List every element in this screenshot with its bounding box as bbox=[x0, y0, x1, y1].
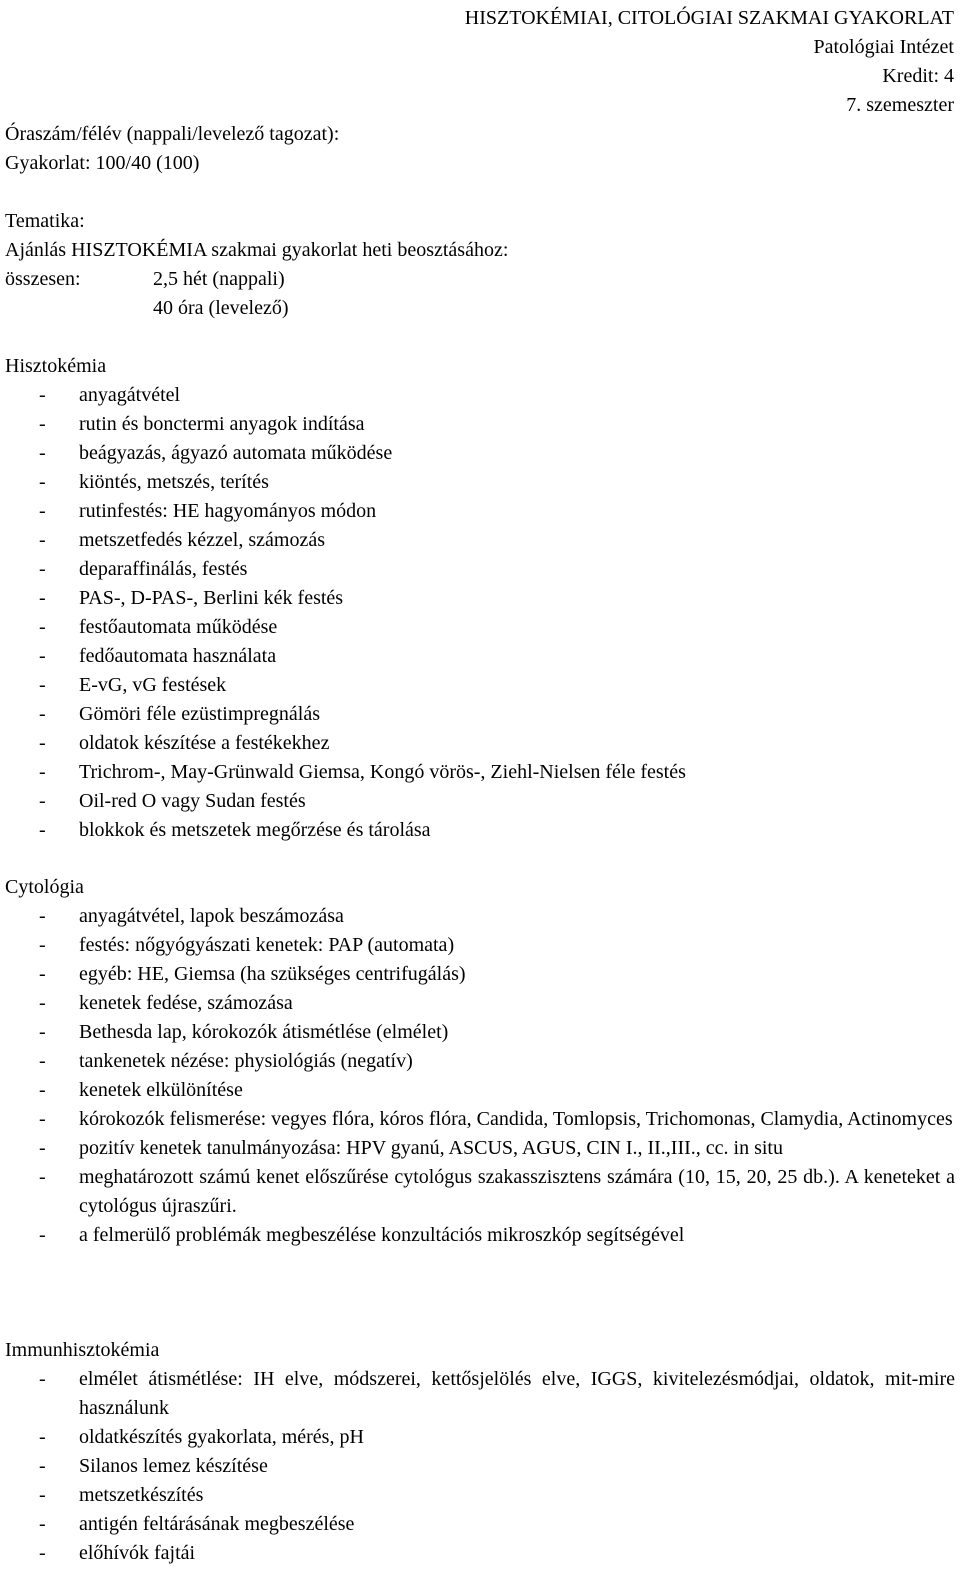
bullet-dash: - bbox=[39, 1079, 46, 1101]
total-corr: 40 óra (levelező) bbox=[153, 297, 289, 319]
list-item bbox=[5, 410, 955, 439]
document-header bbox=[465, 4, 954, 120]
list-item bbox=[5, 931, 955, 960]
credits: Kredit: 4 bbox=[882, 65, 954, 87]
list-item bbox=[5, 526, 955, 555]
bullet-dash: - bbox=[39, 905, 46, 927]
section-histochemistry bbox=[5, 352, 955, 845]
total-row-corr bbox=[5, 294, 955, 323]
list-item bbox=[5, 642, 955, 671]
bullet-dash: - bbox=[39, 1513, 46, 1535]
bullet-dash: - bbox=[39, 1108, 46, 1130]
bullet-dash: - bbox=[39, 732, 46, 754]
list-item bbox=[5, 816, 955, 845]
list-item-text: kenetek elkülönítése bbox=[79, 1079, 243, 1101]
list-item bbox=[5, 1452, 955, 1481]
list-item-text: antigén feltárásának megbeszélése bbox=[79, 1513, 355, 1535]
total-day: 2,5 hét (nappali) bbox=[153, 268, 285, 290]
section-immunohistochemistry bbox=[5, 1336, 955, 1568]
list-item bbox=[5, 1481, 955, 1510]
list-item bbox=[5, 758, 955, 787]
bullet-dash: - bbox=[39, 529, 46, 551]
total-row bbox=[5, 265, 955, 294]
bullet-dash: - bbox=[39, 1368, 46, 1390]
bullet-dash: - bbox=[39, 1137, 46, 1159]
list-item-text: rutin és bonctermi anyagok indítása bbox=[79, 413, 365, 435]
section-title: Immunhisztokémia bbox=[5, 1339, 160, 1361]
bullet-dash: - bbox=[39, 1484, 46, 1506]
list-item bbox=[5, 960, 955, 989]
list-item-text: elmélet átismétlése: IH elve, módszerei, kettősjelölés elve, IGGS, kivitelezésmódjai, oldatok, mit-mire használunk bbox=[79, 1368, 955, 1419]
list-item-text: festés: nőgyógyászati kenetek: PAP (automata) bbox=[79, 934, 455, 956]
bullet-dash: - bbox=[39, 963, 46, 985]
hours-label: Óraszám/félév (nappali/levelező tagozat): bbox=[5, 123, 340, 145]
list-item bbox=[5, 1105, 955, 1134]
recommendation-text: Ajánlás HISZTOKÉMIA szakmai gyakorlat heti beosztásához: bbox=[5, 239, 509, 261]
list-item-text: Gömöri féle ezüstimpregnálás bbox=[79, 703, 321, 725]
list-item bbox=[5, 671, 955, 700]
institute-name: Patológiai Intézet bbox=[813, 36, 954, 58]
list-item-text: blokkok és metszetek megőrzése és tárolása bbox=[79, 819, 431, 841]
semester: 7. szemeszter bbox=[846, 94, 954, 116]
list-item-text: Silanos lemez készítése bbox=[79, 1455, 268, 1477]
list-item bbox=[5, 584, 955, 613]
practice-hours: Gyakorlat: 100/40 (100) bbox=[5, 152, 200, 174]
bullet-dash: - bbox=[39, 1426, 46, 1448]
list-item bbox=[5, 555, 955, 584]
list-item-text: metszetkészítés bbox=[79, 1484, 204, 1506]
item-list bbox=[5, 902, 955, 1250]
bullet-dash: - bbox=[39, 934, 46, 956]
bullet-dash: - bbox=[39, 761, 46, 783]
topics-label: Tematika: bbox=[5, 210, 85, 232]
list-item-text: festőautomata működése bbox=[79, 616, 278, 638]
hours-block bbox=[5, 120, 955, 178]
list-item-text: egyéb: HE, Giemsa (ha szükséges centrifugálás) bbox=[79, 963, 466, 985]
list-item bbox=[5, 1076, 955, 1105]
section-cytology bbox=[5, 873, 955, 1250]
list-item bbox=[5, 1423, 955, 1452]
bullet-dash: - bbox=[39, 500, 46, 522]
list-item-text: Trichrom-, May-Grünwald Giemsa, Kongó vörös-, Ziehl-Nielsen féle festés bbox=[79, 761, 686, 783]
list-item-text: kiöntés, metszés, terítés bbox=[79, 471, 269, 493]
list-item-text: Oil-red O vagy Sudan festés bbox=[79, 790, 306, 812]
list-item bbox=[5, 1018, 955, 1047]
list-item-text: kórokozók felismerése: vegyes flóra, kóros flóra, Candida, Tomlopsis, Trichomonas, Clamydia, Actinomyces bbox=[79, 1108, 953, 1130]
bullet-dash: - bbox=[39, 1050, 46, 1072]
list-item bbox=[5, 1365, 955, 1423]
list-item bbox=[5, 1047, 955, 1076]
list-item-text: tankenetek nézése: physiológiás (negatív) bbox=[79, 1050, 413, 1072]
list-item bbox=[5, 1539, 955, 1568]
bullet-dash: - bbox=[39, 1166, 46, 1188]
bullet-dash: - bbox=[39, 558, 46, 580]
bullet-dash: - bbox=[39, 471, 46, 493]
list-item bbox=[5, 729, 955, 758]
list-item-text: metszetfedés kézzel, számozás bbox=[79, 529, 325, 551]
list-item bbox=[5, 613, 955, 642]
list-item-text: Bethesda lap, kórokozók átismétlése (elmélet) bbox=[79, 1021, 449, 1043]
list-item-text: anyagátvétel bbox=[79, 384, 181, 406]
item-list bbox=[5, 381, 955, 845]
section-title: Hisztokémia bbox=[5, 355, 107, 377]
list-item-text: meghatározott számú kenet előszűrése cytológus szakasszisztens számára (10, 15, 20, 25 db.). A keneteket a cytológus újraszűri. bbox=[79, 1166, 955, 1217]
bullet-dash: - bbox=[39, 616, 46, 638]
bullet-dash: - bbox=[39, 587, 46, 609]
bullet-dash: - bbox=[39, 645, 46, 667]
list-item-text: fedőautomata használata bbox=[79, 645, 277, 667]
list-item-text: beágyazás, ágyazó automata működése bbox=[79, 442, 393, 464]
list-item-text: rutinfestés: HE hagyományos módon bbox=[79, 500, 377, 522]
list-item-text: E-vG, vG festések bbox=[79, 674, 227, 696]
list-item bbox=[5, 700, 955, 729]
section-title: Cytológia bbox=[5, 876, 84, 898]
list-item bbox=[5, 902, 955, 931]
list-item bbox=[5, 468, 955, 497]
list-item-text: pozitív kenetek tanulmányozása: HPV gyanú, ASCUS, AGUS, CIN I., II.,III., cc. in situ bbox=[79, 1137, 783, 1159]
list-item bbox=[5, 1221, 955, 1250]
list-item bbox=[5, 1163, 955, 1221]
bullet-dash: - bbox=[39, 384, 46, 406]
list-item bbox=[5, 1134, 955, 1163]
item-list bbox=[5, 1365, 955, 1568]
list-item bbox=[5, 787, 955, 816]
bullet-dash: - bbox=[39, 790, 46, 812]
list-item bbox=[5, 989, 955, 1018]
course-title: HISZTOKÉMIAI, CITOLÓGIAI SZAKMAI GYAKORLAT bbox=[464, 7, 954, 29]
topics-block bbox=[5, 207, 955, 323]
bullet-dash: - bbox=[39, 674, 46, 696]
list-item-text: a felmerülő problémák megbeszélése konzultációs mikroszkóp segítségével bbox=[79, 1224, 685, 1246]
list-item-text: anyagátvétel, lapok beszámozása bbox=[79, 905, 344, 927]
list-item-text: oldatok készítése a festékekhez bbox=[79, 732, 330, 754]
bullet-dash: - bbox=[39, 1021, 46, 1043]
list-item bbox=[5, 439, 955, 468]
total-label: összesen: bbox=[5, 268, 81, 290]
list-item-text: PAS-, D-PAS-, Berlini kék festés bbox=[79, 587, 344, 609]
bullet-dash: - bbox=[39, 442, 46, 464]
bullet-dash: - bbox=[39, 1542, 46, 1564]
list-item-text: oldatkészítés gyakorlata, mérés, pH bbox=[79, 1426, 364, 1448]
list-item bbox=[5, 497, 955, 526]
bullet-dash: - bbox=[39, 1455, 46, 1477]
list-item bbox=[5, 1510, 955, 1539]
list-item-text: kenetek fedése, számozása bbox=[79, 992, 293, 1014]
bullet-dash: - bbox=[39, 992, 46, 1014]
list-item-text: deparaffinálás, festés bbox=[79, 558, 248, 580]
bullet-dash: - bbox=[39, 413, 46, 435]
bullet-dash: - bbox=[39, 819, 46, 841]
bullet-dash: - bbox=[39, 703, 46, 725]
list-item-text: előhívók fajtái bbox=[79, 1542, 196, 1564]
list-item bbox=[5, 381, 955, 410]
bullet-dash: - bbox=[39, 1224, 46, 1246]
